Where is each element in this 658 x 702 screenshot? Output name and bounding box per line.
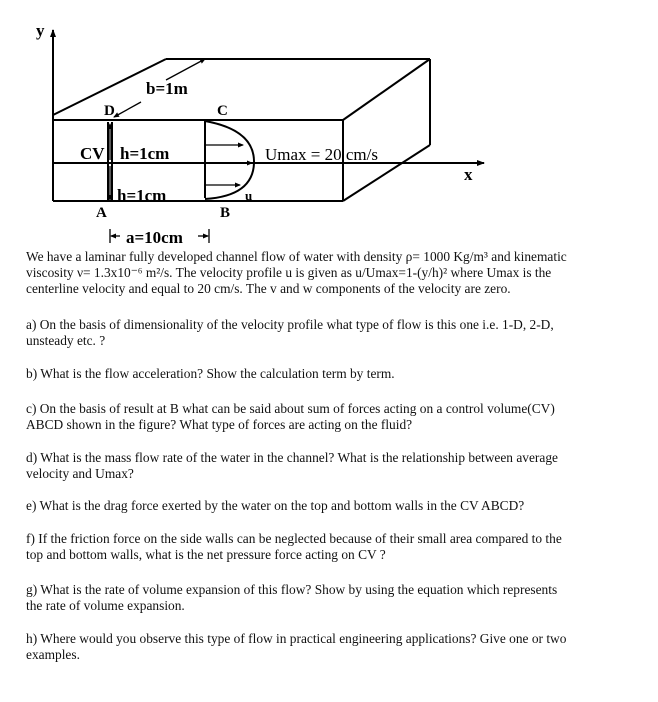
length-label: a=10cm [126,228,183,247]
question-b-line-1: b) What is the flow acceleration? Show the calculation term by term. [26,366,395,381]
cv-label: CV [80,144,105,163]
question-c [26,401,636,433]
channel-flow-diagram [0,0,658,250]
question-c-line-2: ABCD shown in the figure? What type of forces are acting on the fluid? [26,417,413,432]
question-f-line-1: f) If the friction force on the side walls can be neglected because of their small area compared to the [26,531,562,546]
question-b [26,366,636,382]
question-g [26,582,636,614]
question-h-line-2: examples. [26,647,80,662]
question-d [26,450,636,482]
h-upper-label: h=1cm [120,144,170,163]
point-c-label: C [217,103,228,119]
question-e [26,498,636,514]
question-h [26,631,636,663]
question-f [26,531,636,563]
umax-label: Umax = 20 cm/s [265,145,378,164]
point-d-label: D [104,103,115,119]
y-axis-label: y [36,21,45,40]
problem-intro [26,249,636,297]
question-g-line-2: the rate of volume expansion. [26,598,185,613]
question-h-line-1: h) Where would you observe this type of flow in practical engineering applications? Give one or two [26,631,567,646]
intro-line-2: viscosity ν= 1.3x10⁻⁶ m²/s. The velocity profile u is given as u/Umax=1-(y/h)² where Umax is the [26,265,552,280]
question-a-line-1: a) On the basis of dimensionality of the velocity profile what type of flow is this one i.e. 1-D, 2-D, [26,317,554,332]
question-a-line-2: unsteady etc. ? [26,333,106,348]
question-d-line-2: velocity and Umax? [26,466,134,481]
width-label: b=1m [146,79,188,98]
question-a [26,317,636,349]
intro-line-3: centerline velocity and equal to 20 cm/s. The v and w components of the velocity are zero. [26,281,511,296]
point-a-label: A [96,205,107,221]
question-f-line-2: top and bottom walls, what is the net pressure force acting on CV ? [26,547,386,562]
question-e-line-1: e) What is the drag force exerted by the water on the top and bottom walls in the CV ABCD? [26,498,525,513]
velocity-u-label: u [245,188,253,203]
h-lower-label: h=1cm [117,186,167,205]
x-axis-label: x [464,165,473,184]
question-d-line-1: d) What is the mass flow rate of the water in the channel? What is the relationship between average [26,450,558,465]
point-b-label: B [220,205,231,221]
question-g-line-1: g) What is the rate of volume expansion of this flow? Show by using the equation which represents [26,582,558,597]
intro-line-1: We have a laminar fully developed channel flow of water with density ρ= 1000 Kg/m³ and kinematic [26,249,567,264]
question-c-line-1: c) On the basis of result at B what can be said about sum of forces acting on a control volume(CV) [26,401,555,416]
